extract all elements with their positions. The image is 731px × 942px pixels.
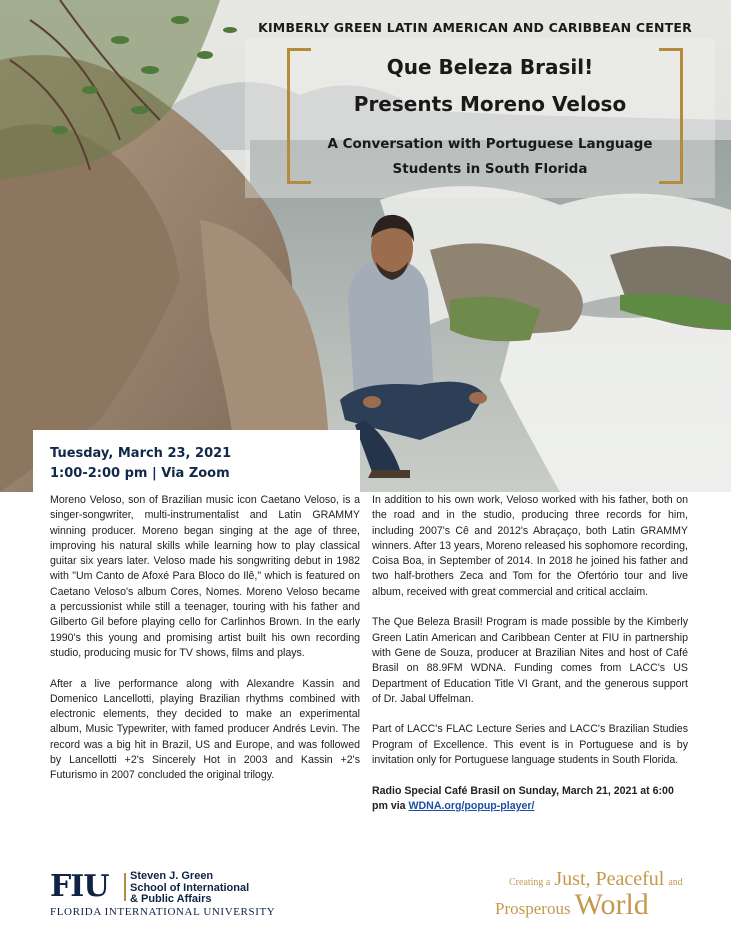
tagline-line2 (495, 888, 649, 922)
event-subtitle (300, 132, 680, 182)
paragraph: Part of LACC's FLAC Lecture Series and LACC's Brazilian Studies Program of Excellence. This event is in Portuguese and is by invitation only for Portuguese language students in South Florida. (372, 723, 688, 767)
wdna-link[interactable]: WDNA.org/popup-player/ (408, 799, 535, 812)
school-line: Steven J. Green (130, 870, 214, 882)
event-title-presenter: Presents Moreno Veloso (353, 92, 627, 116)
tagline (495, 866, 695, 922)
logo-divider (124, 873, 126, 901)
body-column-left (50, 493, 360, 799)
paragraph: In addition to his own work, Veloso worked with his father, both on the road and in the studio, producing three records for him, including 2007's Cê and 2012's Abraçaço, both Latin GRAMMY winners. After 13 years, Moreno released his sophomore recording, Coisa Boa, in September of 2014. In 2018 he joined his father and two half-brothers Zeca and Tom for the Ofertório tour and live album, received with great commercial and critical acclaim. (372, 494, 688, 598)
school-name (130, 871, 249, 906)
radio-notice (372, 784, 688, 815)
tagline-word: Creating a (509, 877, 551, 888)
school-line: School of International (130, 881, 250, 894)
university-name: FLORIDA INTERNATIONAL UNIVERSITY (50, 906, 276, 918)
event-date: Tuesday, March 23, 2021 (50, 446, 232, 461)
school-line: & Public Affairs (130, 893, 212, 905)
tagline-word: World (574, 888, 649, 921)
paragraph: The Que Beleza Brasil! Program is made possible by the Kimberly Green Latin American and Caribbean Center at FIU in partnership with Gene de Souza, producer at Brazilian Nites and host of Café Brasil on 88.9FM WDNA. Funding comes from LACC's US Department of Education Title VI Grant, and the generous support of Dr. Jabal Uffelman. (372, 616, 688, 705)
subtitle-line: Students in South Florida (392, 161, 588, 177)
subtitle-line: A Conversation with Portuguese Language (327, 136, 653, 152)
event-datetime-box (33, 430, 360, 492)
event-title: Que Beleza Brasil! (386, 55, 594, 79)
tagline-word: Prosperous (495, 899, 571, 918)
radio-text: Radio Special Café Brasil on Sunday, March 21, 2021 at 6:00 pm via (372, 784, 674, 812)
paragraph: Moreno Veloso, son of Brazilian music icon Caetano Veloso, is a singer-songwriter, multi-instrumentalist and Latin GRAMMY winning producer. Moreno began singing at the age of three, improving his natural skills while learning how to play classical guitar six years later. Veloso made his songwriting debut in 1982 with "Um Canto de Afoxé Para Bloco do Ilê," which is featured on Caetano Veloso's album Cores, Nomes. Moreno Veloso became a percussionist while still a teenager, touring with his father and Gilberto Gil before playing cello for Carlinhos Brown. In the early 1990's this young and promising artist built his own recording studio, producing music for TV shows, films and plays. (50, 494, 360, 659)
event-time: 1:00-2:00 pm | Via Zoom (50, 466, 230, 481)
paragraph: After a live performance along with Alexandre Kassin and Domenico Lancellotti, playing Brazilian rhythms combined with electronic elements, they decided to make an experimental album, Music Typewriter, with famed producer Andrés Levin. The record was a big hit in Brazil, US and Europe, and was followed by Lancellotti +2's Sincerely Hot in 2003 and Kassin +2's Futurismo in 2007 concluded the original trilogy. (50, 677, 360, 782)
fiu-logo (50, 871, 290, 921)
body-column-right (372, 493, 688, 830)
fiu-mark: FIU (50, 869, 109, 904)
center-name: KIMBERLY GREEN LATIN AMERICAN AND CARIBBEAN CENTER (258, 20, 692, 35)
tagline-word: and (668, 877, 683, 888)
tagline-word: Just, Peaceful (554, 868, 665, 890)
